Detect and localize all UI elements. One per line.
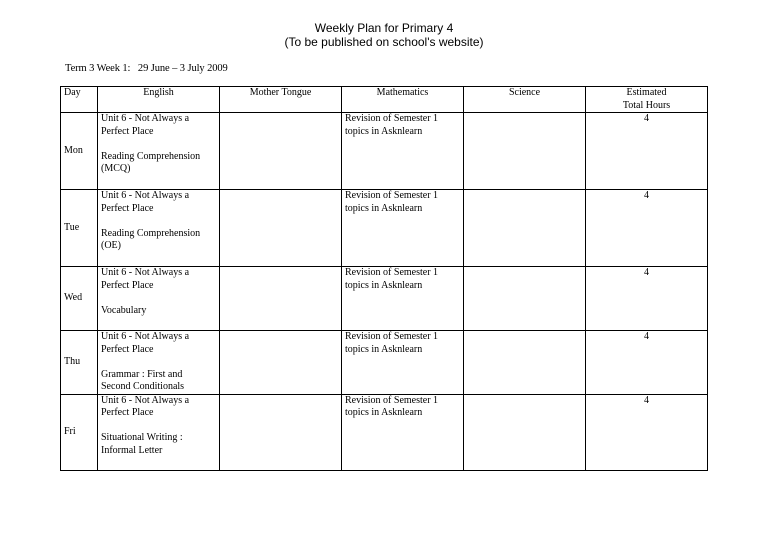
science-cell [464, 394, 586, 470]
english-line: Perfect Place [101, 125, 154, 137]
math-line: topics in Asknlearn [345, 125, 423, 137]
header-estimated-hours [586, 87, 708, 113]
weekly-plan-table [60, 86, 708, 471]
math-line: Revision of Semester 1 [345, 267, 439, 278]
hours-cell: 4 [586, 190, 708, 267]
mother-tongue-cell [220, 113, 342, 190]
table-row [61, 331, 708, 395]
page-title: Weekly Plan for Primary 4 [314, 21, 454, 35]
english-line: (OE) [101, 240, 121, 251]
header-day: Day [61, 87, 98, 113]
english-line: Vocabulary [101, 304, 147, 316]
mother-tongue-cell [220, 267, 342, 331]
english-line: Second Conditionals [101, 381, 185, 392]
english-line: Grammar : First and [101, 368, 183, 380]
day-cell: Tue [61, 190, 98, 267]
english-line: Perfect Place [101, 202, 154, 214]
english-line: Unit 6 - Not Always a [101, 267, 190, 278]
science-cell [464, 190, 586, 267]
english-cell [98, 113, 220, 190]
mathematics-cell [342, 331, 464, 395]
mother-tongue-cell [220, 331, 342, 395]
mathematics-cell [342, 190, 464, 267]
english-line: Reading Comprehension [101, 227, 201, 239]
mathematics-cell [342, 113, 464, 190]
mathematics-cell [342, 394, 464, 470]
day-cell: Wed [61, 267, 98, 331]
table-row [61, 113, 708, 190]
math-line: topics in Asknlearn [345, 407, 423, 418]
table-row [61, 394, 708, 470]
math-line: Revision of Semester 1 [345, 113, 439, 124]
english-cell [98, 190, 220, 267]
math-line: Revision of Semester 1 [345, 190, 439, 201]
english-cell [98, 267, 220, 331]
science-cell [464, 267, 586, 331]
day-cell: Mon [61, 113, 98, 190]
term-week-line: Term 3 Week 1: 29 June – 3 July 2009 [65, 63, 228, 74]
science-cell [464, 331, 586, 395]
english-line: Unit 6 - Not Always a [101, 394, 190, 406]
english-line: Reading Comprehension [101, 150, 201, 162]
hours-cell: 4 [586, 267, 708, 331]
english-line: Situational Writing : [101, 432, 183, 443]
day-cell: Fri [61, 394, 98, 470]
english-line: Perfect Place [101, 407, 154, 418]
math-line: topics in Asknlearn [345, 343, 423, 355]
english-line: Unit 6 - Not Always a [101, 331, 190, 342]
hours-cell: 4 [586, 394, 708, 470]
table-header-row [61, 87, 708, 113]
hours-cell: 4 [586, 113, 708, 190]
science-cell [464, 113, 586, 190]
header-english: English [98, 87, 220, 113]
english-cell [98, 331, 220, 395]
header-mathematics: Mathematics [342, 87, 464, 113]
english-line: Unit 6 - Not Always a [101, 113, 190, 124]
table-row [61, 267, 708, 331]
math-line: Revision of Semester 1 [345, 394, 439, 406]
mother-tongue-cell [220, 394, 342, 470]
english-line: (MCQ) [101, 163, 131, 174]
math-line: Revision of Semester 1 [345, 331, 439, 342]
english-line: Perfect Place [101, 279, 154, 291]
header-hours-line-1: Estimated [626, 87, 667, 98]
english-line: Informal Letter [101, 444, 163, 456]
english-cell [98, 394, 220, 470]
header-science: Science [464, 87, 586, 113]
english-line: Unit 6 - Not Always a [101, 190, 190, 201]
hours-cell: 4 [586, 331, 708, 395]
day-cell: Thu [61, 331, 98, 395]
table-row [61, 190, 708, 267]
english-line: Perfect Place [101, 343, 154, 355]
math-line: topics in Asknlearn [345, 279, 423, 291]
mother-tongue-cell [220, 190, 342, 267]
math-line: topics in Asknlearn [345, 202, 423, 214]
page-subtitle: (To be published on school's website) [284, 35, 484, 49]
header-hours-line-2: Total Hours [622, 99, 671, 111]
header-mother-tongue: Mother Tongue [220, 87, 342, 113]
mathematics-cell [342, 267, 464, 331]
